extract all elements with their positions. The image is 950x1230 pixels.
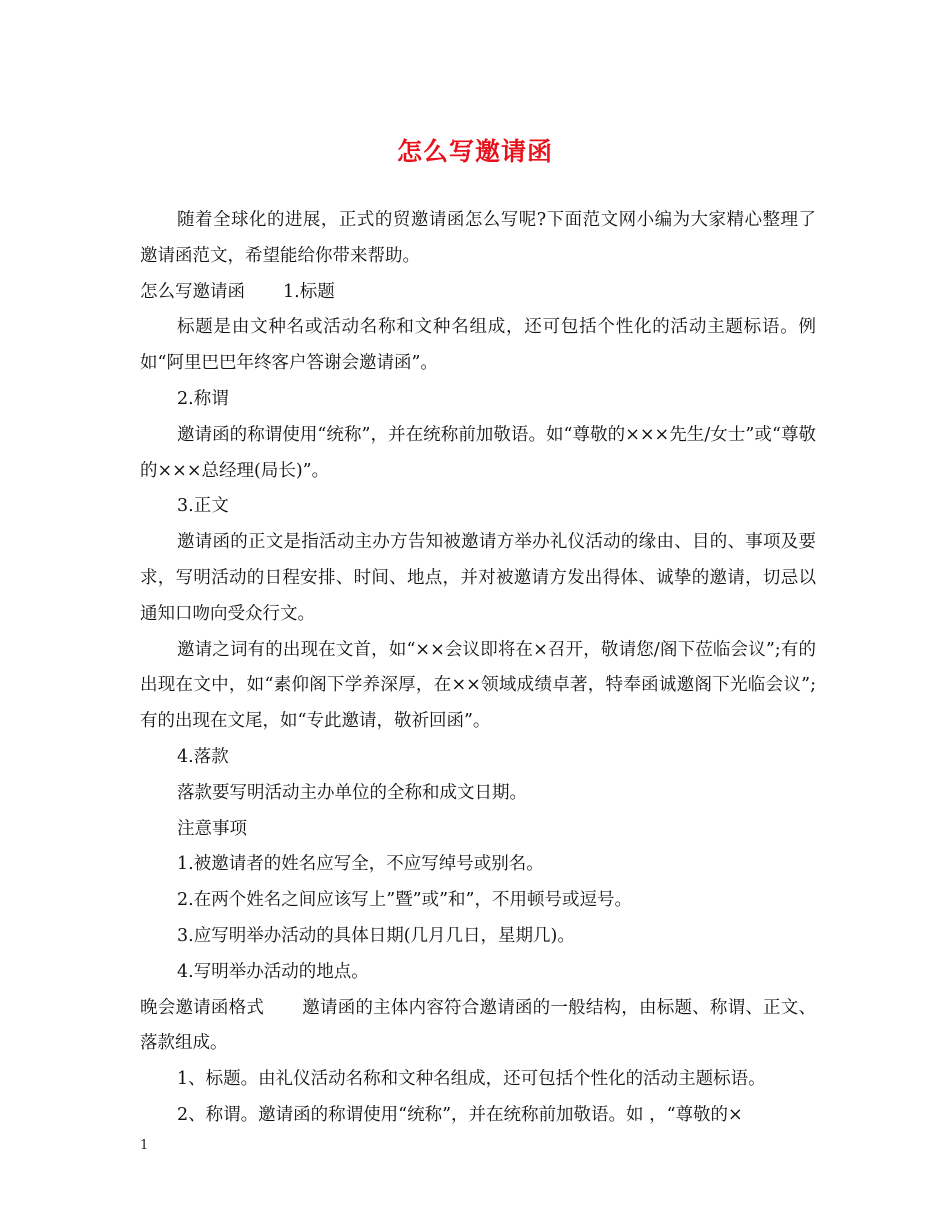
document-title: 怎么写邀请函 bbox=[396, 137, 553, 166]
item-label: 3.正文 bbox=[177, 496, 229, 517]
section-heading-line bbox=[140, 275, 816, 311]
note-item: 2.在两个姓名之间应该写上”暨”或”和”，不用顿号或逗号。 bbox=[177, 890, 632, 911]
note-item: 4.写明举办活动的地点。 bbox=[177, 961, 369, 982]
format-item: 2、称谓。邀请函的称谓使用“统称”，并在统称前加敬语。如 ，“尊敬的× bbox=[177, 1104, 743, 1125]
item-label: 1.标题 bbox=[283, 281, 335, 302]
item-paragraph: 邀请函的正文是指活动主办方告知被邀请方举办礼仪活动的缘由、目的、事项及要求，写明活动的日程安排、时间、地点，并对被邀请方发出得体、诚挚的邀请，切忌以通知口吻向受众行文。 bbox=[140, 532, 816, 624]
item-label: 2.称谓 bbox=[177, 388, 229, 409]
section-text: 邀请函的主体内容符合邀请函的一般结构，由标题、称谓、正文、落款组成。 bbox=[140, 997, 817, 1054]
note-item: 3.应写明举办活动的具体日期(几月几日，星期几)。 bbox=[177, 925, 575, 946]
item-paragraph: 落款要写明活动主办单位的全称和成文日期。 bbox=[177, 782, 527, 803]
section-heading: 晚会邀请函格式 bbox=[140, 997, 265, 1018]
section-paragraph bbox=[140, 991, 816, 1063]
note-item: 1.被邀请者的姓名应写全，不应写绰号或别名。 bbox=[177, 854, 544, 875]
intro-paragraph: 随着全球化的进展，正式的贸邀请函怎么写呢?下面范文网小编为大家精心整理了邀请函范文，希望能给你带来帮助。 bbox=[140, 210, 816, 266]
item-paragraph: 邀请之词有的出现在文首，如“××会议即将在×召开，敬请您/阁下莅临会议”;有的出现在文中，如“素仰阁下学养深厚，在××领域成绩卓著，特奉函诚邀阁下光临会议”;有的出现在文尾，如“专此邀请，敬祈回函”。 bbox=[140, 639, 816, 732]
document-body bbox=[140, 203, 816, 1134]
item-paragraph: 标题是由文种名或活动名称和文种名组成，还可包括个性化的活动主题标语。例如“阿里巴巴年终客户答谢会邀请函”。 bbox=[140, 317, 816, 374]
format-item: 1、标题。由礼仪活动名称和文种名组成，还可包括个性化的活动主题标语。 bbox=[177, 1069, 766, 1090]
page-number: 1 bbox=[140, 1138, 149, 1153]
section-heading: 怎么写邀请函 bbox=[140, 281, 245, 302]
item-paragraph: 邀请函的称谓使用“统称”，并在统称前加敬语。如“尊敬的×××先生/女士”或“尊敬的×××总经理(局长)”。 bbox=[140, 424, 816, 481]
notes-heading: 注意事项 bbox=[177, 818, 247, 839]
item-label: 4.落款 bbox=[177, 746, 229, 767]
